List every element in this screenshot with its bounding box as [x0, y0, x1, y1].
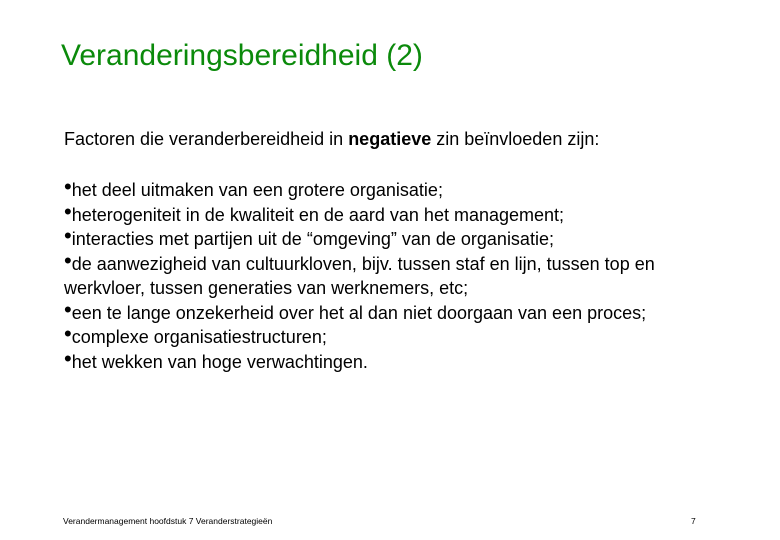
list-item: [64, 345, 714, 375]
intro-text-emphasis: negatieve: [348, 129, 432, 149]
list-item: [64, 174, 714, 203]
bullet-text: het deel uitmaken van een grotere organisatie;: [71, 180, 443, 200]
bullet-icon: •: [64, 223, 72, 248]
intro-text-before: Factoren die veranderbereidheid in: [64, 129, 349, 149]
list-item: [64, 223, 714, 252]
page-number: 7: [691, 516, 696, 526]
bullet-text: de aanwezigheid van cultuurkloven, bijv. tussen staf en lijn, tussen top en werkvloer, tussen generaties van werknemers, etc;: [64, 253, 655, 298]
intro-text-after: zin beïnvloeden zijn:: [431, 129, 600, 149]
bullet-icon: •: [64, 321, 72, 346]
bullet-text: interacties met partijen uit de “omgeving” van de organisatie;: [71, 229, 554, 249]
list-item: [64, 198, 714, 228]
bullet-text: het wekken van hoge verwachtingen.: [71, 351, 368, 372]
list-item: [64, 321, 714, 350]
bullet-text: een te lange onzekerheid over het al dan niet doorgaan van een proces;: [71, 302, 647, 323]
list-item: [64, 296, 714, 326]
bullet-icon: •: [64, 247, 72, 273]
bullet-text: heterogeniteit in de kwaliteit en de aard van het management;: [71, 204, 565, 225]
bullet-icon: •: [64, 345, 72, 371]
bullet-list: [64, 174, 714, 374]
bullet-text: complexe organisatiestructuren;: [71, 327, 327, 347]
slide-title: Veranderingsbereidheid (2): [61, 39, 423, 72]
intro-text: [64, 128, 599, 150]
list-item: [64, 247, 714, 301]
bullet-icon: •: [64, 174, 72, 199]
bullet-icon: •: [64, 198, 72, 224]
footer-text: Verandermanagement hoofdstuk 7 Veranderstrategieën: [63, 516, 273, 526]
bullet-icon: •: [64, 296, 72, 322]
